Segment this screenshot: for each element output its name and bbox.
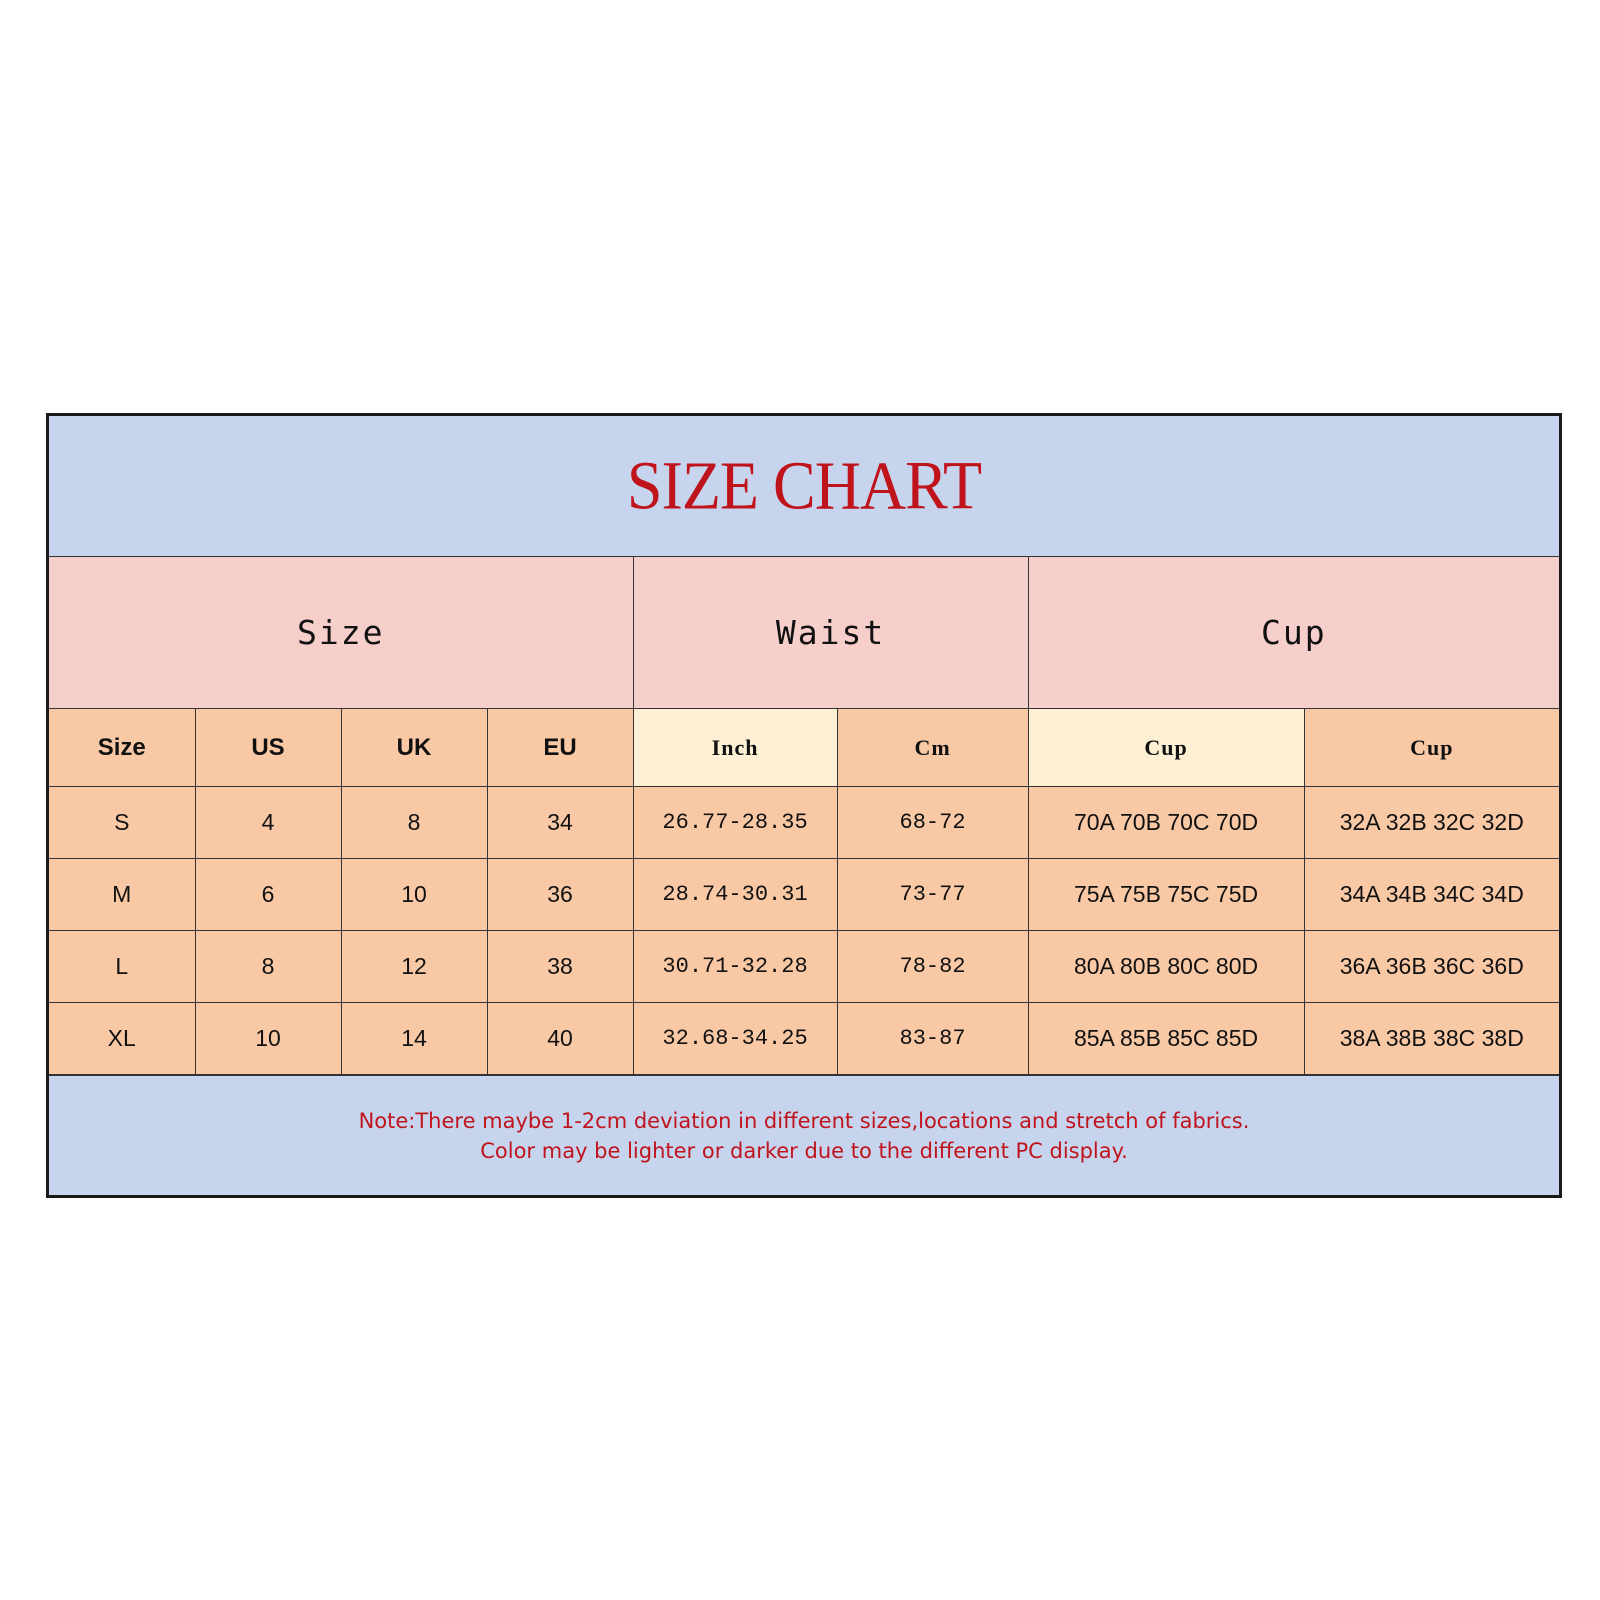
note-band bbox=[49, 1075, 1559, 1195]
cell-size: XL bbox=[49, 1003, 195, 1075]
group-header-waist: Waist bbox=[633, 557, 1028, 709]
table-row bbox=[49, 859, 1559, 931]
cell-cup-us: 38A 38B 38C 38D bbox=[1304, 1003, 1559, 1075]
note-line-1: Note:There maybe 1-2cm deviation in different sizes,locations and stretch of fabrics. bbox=[358, 1108, 1250, 1133]
column-header-uk: UK bbox=[341, 709, 487, 787]
title-band bbox=[49, 416, 1559, 557]
cell-eu: 34 bbox=[487, 787, 633, 859]
sub-header-row bbox=[49, 709, 1559, 787]
cell-eu: 40 bbox=[487, 1003, 633, 1075]
cell-uk: 8 bbox=[341, 787, 487, 859]
size-chart bbox=[46, 413, 1562, 1198]
group-header-size: Size bbox=[49, 557, 633, 709]
cell-us: 6 bbox=[195, 859, 341, 931]
column-header-us: US bbox=[195, 709, 341, 787]
cell-eu: 38 bbox=[487, 931, 633, 1003]
cell-uk: 14 bbox=[341, 1003, 487, 1075]
column-header-cup-us: Cup bbox=[1304, 709, 1559, 787]
cell-inch: 32.68-34.25 bbox=[633, 1003, 837, 1075]
group-header-cup: Cup bbox=[1028, 557, 1559, 709]
cell-cup-eu: 75A 75B 75C 75D bbox=[1028, 859, 1304, 931]
cell-cup-eu: 85A 85B 85C 85D bbox=[1028, 1003, 1304, 1075]
cell-us: 8 bbox=[195, 931, 341, 1003]
cell-uk: 12 bbox=[341, 931, 487, 1003]
cell-us: 10 bbox=[195, 1003, 341, 1075]
cell-eu: 36 bbox=[487, 859, 633, 931]
cell-cm: 83-87 bbox=[837, 1003, 1028, 1075]
cell-cm: 73-77 bbox=[837, 859, 1028, 931]
note-line-2: Color may be lighter or darker due to the different PC display. bbox=[480, 1138, 1128, 1163]
cell-us: 4 bbox=[195, 787, 341, 859]
cell-size: S bbox=[49, 787, 195, 859]
chart-title: SIZE CHART bbox=[626, 447, 982, 524]
cell-cup-us: 36A 36B 36C 36D bbox=[1304, 931, 1559, 1003]
size-table bbox=[49, 557, 1559, 1075]
cell-cup-eu: 70A 70B 70C 70D bbox=[1028, 787, 1304, 859]
cell-cup-us: 32A 32B 32C 32D bbox=[1304, 787, 1559, 859]
table-row bbox=[49, 931, 1559, 1003]
group-header-row bbox=[49, 557, 1559, 709]
cell-inch: 30.71-32.28 bbox=[633, 931, 837, 1003]
cell-inch: 26.77-28.35 bbox=[633, 787, 837, 859]
cell-cup-us: 34A 34B 34C 34D bbox=[1304, 859, 1559, 931]
table-row bbox=[49, 787, 1559, 859]
cell-cm: 78-82 bbox=[837, 931, 1028, 1003]
column-header-cup-eu: Cup bbox=[1028, 709, 1304, 787]
cell-uk: 10 bbox=[341, 859, 487, 931]
cell-size: M bbox=[49, 859, 195, 931]
cell-cup-eu: 80A 80B 80C 80D bbox=[1028, 931, 1304, 1003]
cell-inch: 28.74-30.31 bbox=[633, 859, 837, 931]
cell-size: L bbox=[49, 931, 195, 1003]
column-header-inch: Inch bbox=[633, 709, 837, 787]
table-row bbox=[49, 1003, 1559, 1075]
column-header-eu: EU bbox=[487, 709, 633, 787]
column-header-size: Size bbox=[49, 709, 195, 787]
cell-cm: 68-72 bbox=[837, 787, 1028, 859]
column-header-cm: Cm bbox=[837, 709, 1028, 787]
